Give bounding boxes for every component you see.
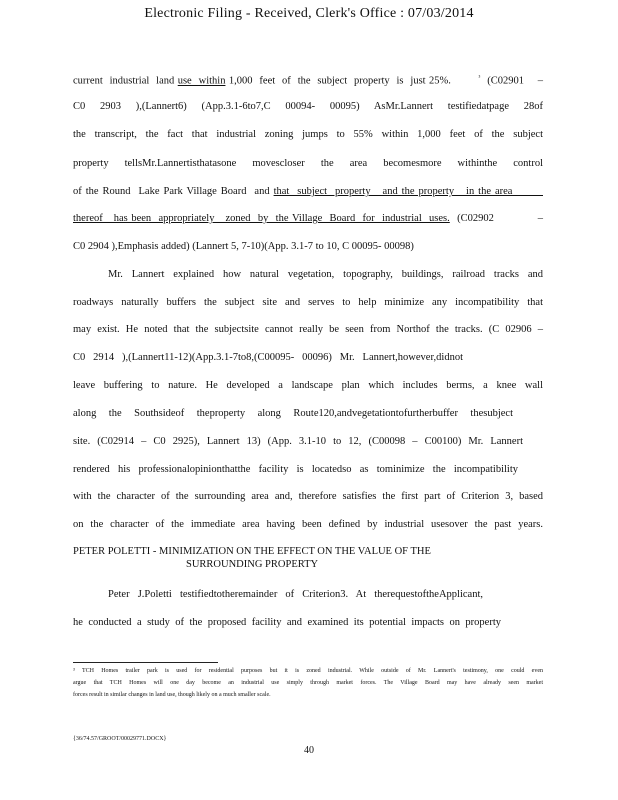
body-line: may exist. He noted that the subjectsite cannot really be seen from Northof the tracks. (C 02906 – bbox=[73, 324, 543, 335]
body-line: on the character of the immediate area having been defined by industrial usesover the past years. bbox=[73, 519, 543, 530]
footnote-rule bbox=[73, 662, 218, 663]
body-line: roadways naturally buffers the subject site and serves to help minimize any incompatibility that bbox=[73, 297, 543, 308]
section-heading-line2: SURROUNDING PROPERTY bbox=[186, 559, 319, 570]
body-line: C0 2914 ),(Lannert11-12)(App.3.1-7to8,(C00095- 00096) Mr. Lannert,however,didnot bbox=[73, 352, 463, 363]
body-line: with the character of the surrounding area and, therefore satisfies the first part of Criterion 3, based bbox=[73, 491, 543, 502]
body-line: of the Round Lake Park Village Board and that subject property and the property in the area bbox=[73, 186, 543, 197]
body-line: site. (C02914 – C0 2925), Lannert 13) (App. 3.1-10 to 12, (C00098 – C00100) Mr. Lannert bbox=[73, 436, 523, 447]
footnote-line: forces result in similar changes in land use, though likely on a much smaller scale. bbox=[73, 692, 271, 698]
body-line: current industrial land use within 1,000 feet of the subject property is just 25%. $^{^3}$ (C02901 – bbox=[73, 75, 543, 87]
body-line: rendered his professionalopinionthatthe facility is locatedso as tominimize the incompatibility bbox=[73, 464, 518, 475]
body-line: C0 2903 ),(Lannert6) (App.3.1-6to7,C 00094- 00095) AsMr.Lannert testifiedatpage 28of bbox=[73, 101, 543, 112]
body-line: property tellsMr.Lannertisthatasone movescloser the area becomesmore withinthe control bbox=[73, 158, 543, 169]
body-line: leave buffering to nature. He developed a landscape plan which includes berms, a knee wall bbox=[73, 380, 543, 391]
body-line: along the Southsideof theproperty along Route120,andvegetationtofurtherbuffer thesubject bbox=[73, 408, 513, 419]
body-line: C0 2904 ),Emphasis added) (Lannert 5, 7-10)(App. 3.1-7 to 10, C 00095- 00098) bbox=[73, 241, 414, 252]
body-line: he conducted a study of the proposed facility and examined its potential impacts on property bbox=[73, 617, 501, 628]
page-number: 40 bbox=[304, 745, 314, 756]
footnote-line: ³ TCH Homes trailer park is used for residential purposes but it is zoned industrial. While outside of Mr. Lannert's testimony, one could even bbox=[73, 668, 543, 674]
body-line: the transcript, the fact that industrial zoning jumps to 55% within 1,000 feet of the subject bbox=[73, 129, 543, 140]
body-line: Peter J.Poletti testifiedtotheremainder of Criterion3. At therequestoftheApplicant, bbox=[108, 589, 483, 600]
footnote-line: argue that TCH Homes will one day become an industrial use simply through market forces. The Village Board may have already seen market bbox=[73, 680, 543, 686]
section-heading-line1: PETER POLETTI - MINIMIZATION ON THE EFFECT ON THE VALUE OF THE bbox=[73, 546, 431, 557]
body-line: Mr. Lannert explained how natural vegetation, topography, buildings, railroad tracks and bbox=[108, 269, 543, 280]
filing-stamp-header: Electronic Filing - Received, Clerk's Office : 07/03/2014 bbox=[144, 6, 474, 21]
document-id: {36/74.57/GROOT/00029771.DOCX} bbox=[73, 736, 167, 742]
body-line: thereof has been appropriately zoned by the Village Board for industrial uses. (C02902 – bbox=[73, 213, 543, 224]
